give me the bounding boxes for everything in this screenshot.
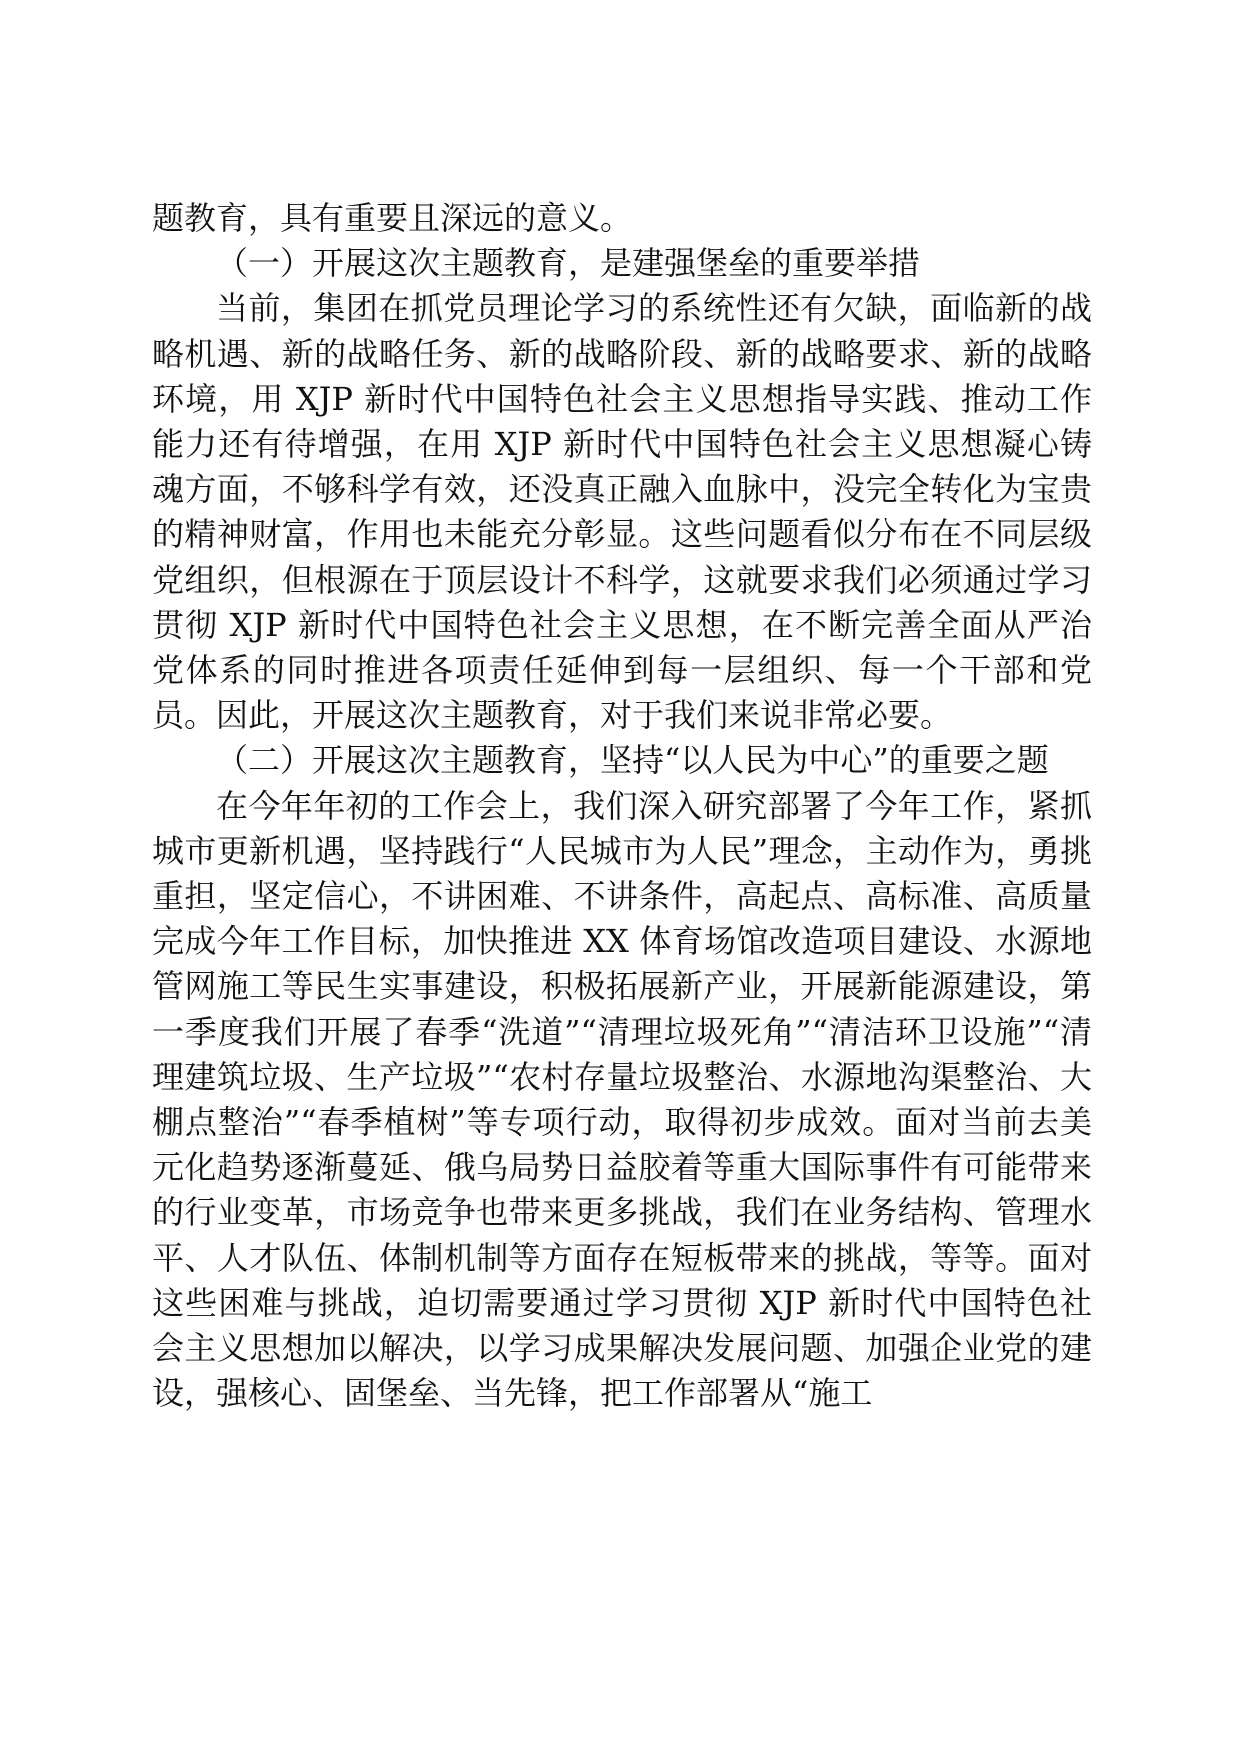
document-body	[152, 196, 1092, 1416]
section-heading-1: （一）开展这次主题教育，是建强堡垒的重要举措	[216, 244, 921, 283]
paragraph-continuation: 题教育，具有重要且深远的意义。	[152, 199, 633, 237]
body-paragraph-2: 在今年年初的工作会上，我们深入研究部署了今年工作，紧抓城市更新机遇，坚持践行“人民城市为人民”理念，主动作为，勇挑重担，坚定信心，不讲困难、不讲条件，高起点、高标准、高质量完成今年工作目标，加快推进 XX 体育场馆改造项目建设、水源地管网施工等民生实事建设，积极拓展新产业，开展新能源建设，第一季度我们开展了春季“洗道”“清理垃圾死角”“清洁环卫设施”“清理建筑垃圾、生产垃圾”“农村存量垃圾整治、水源地沟渠整治、大棚点整治”“春季植树”等专项行动，取得初步成效。面对当前去美元化趋势逐渐蔓延、俄乌局势日益胶着等重大国际事件有可能带来的行业变革，市场竞争也带来更多挑战，我们在业务结构、管理水平、人才队伍、体制机制等方面存在短板带来的挑战，等等。面对这些困难与挑战，迫切需要通过学习贯彻 XJP 新时代中国特色社会主义思想加以解决，以学习成果解决发展问题、加强企业党的建设，强核心、固堡垒、当先锋，把工作部署从“施工	[152, 786, 1092, 1413]
body-paragraph-1: 当前，集团在抓党员理论学习的系统性还有欠缺，面临新的战略机遇、新的战略任务、新的战略阶段、新的战略要求、新的战略环境，用 XJP 新时代中国特色社会主义思想指导实践、推动工作能力还有待增强，在用 XJP 新时代中国特色社会主义思想凝心铸魂方面，不够科学有效，还没真正融入血脉中，没完全转化为宝贵的精神财富，作用也未能充分彰显。这些问题看似分布在不同层级党组织，但根源在于顶层设计不科学，这就要求我们必须通过学习贯彻 XJP 新时代中国特色社会主义思想，在不断完善全面从严治党体系的同时推进各项责任延伸到每一层组织、每一个干部和党员。因此，开展这次主题教育，对于我们来说非常必要。	[152, 289, 1092, 735]
section-heading-2: （二）开展这次主题教育，坚持“以人民为中心”的重要之题	[216, 741, 1049, 780]
